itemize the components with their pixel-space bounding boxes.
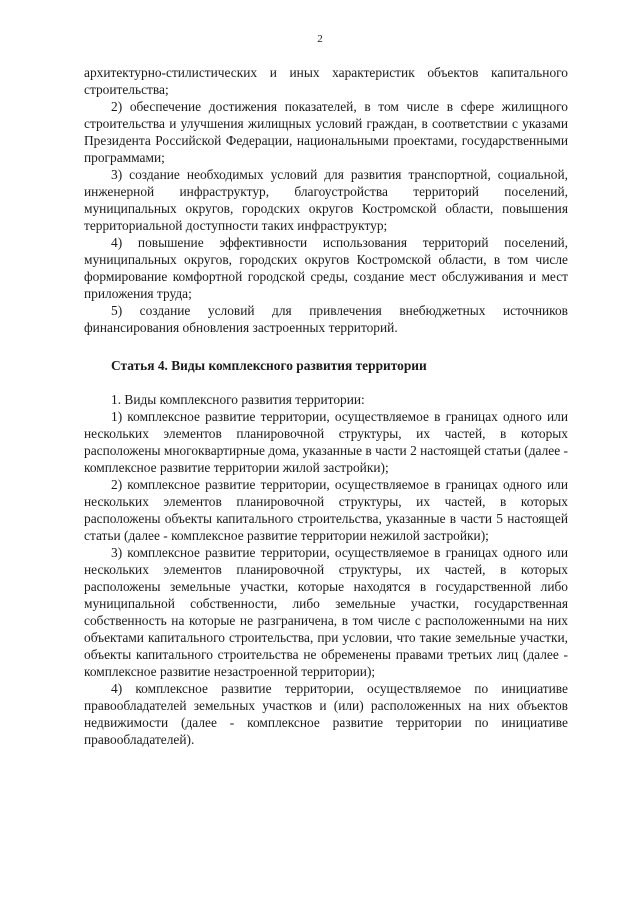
paragraph: 5) создание условий для привлечения внебюджетных источников финансирования обновления застроенных территорий. — [84, 303, 568, 335]
paragraph: 2) обеспечение достижения показателей, в том числе в сфере жилищного строительства и улучшения жилищных условий граждан, в соответствии с указами Президента Российской Федерации, национальными проектами, государственными программами; — [84, 99, 568, 165]
paragraph: 1. Виды комплексного развития территории: — [111, 392, 365, 407]
article-title: Статья 4. Виды комплексного развития территории — [111, 358, 427, 373]
paragraph: 3) создание необходимых условий для развития транспортной, социальной, инженерной инфраструктур, благоустройства территорий поселений, муниципальных округов, городских округов Костромской области, повышения территориальной доступности таких инфраструктур; — [84, 167, 568, 233]
paragraph: 4) комплексное развитие территории, осуществляемое по инициативе правообладателей земельных участков и (или) расположенных на них объектов недвижимости (далее - комплексное развитие территории по инициативе правообладателей). — [84, 681, 568, 747]
document-body — [84, 64, 568, 748]
paragraph: 3) комплексное развитие территории, осуществляемое в границах одного или нескольких элементов планировочной структуры, их частей, в которых расположены земельные участки, которые находятся в государственной либо муниципальной собственности, либо земельные участки, государственная собственность на которые не разграничена, в том числе с расположенными на них объектами капитального строительства, при условии, что такие земельные участки, объекты капитального строительства не обременены правами третьих лиц (далее - комплексное развитие незастроенной территории); — [84, 545, 568, 679]
page-number: 2 — [317, 33, 323, 45]
paragraph: 1) комплексное развитие территории, осуществляемое в границах одного или нескольких элементов планировочной структуры, их частей, в которых расположены многоквартирные дома, указанные в части 2 настоящей статьи (далее - комплексное развитие территории жилой застройки); — [84, 409, 568, 475]
paragraph: 2) комплексное развитие территории, осуществляемое в границах одного или нескольких элементов планировочной структуры, их частей, в которых расположены объекты капитального строительства, указанные в части 5 настоящей статьи (далее - комплексное развитие территории нежилой застройки); — [84, 477, 568, 543]
paragraph: 4) повышение эффективности использования территорий поселений, муниципальных округов, городских округов Костромской области, в том числе формирование комфортной городской среды, создание мест обслуживания и мест приложения труда; — [84, 235, 568, 301]
paragraph: архитектурно-стилистических и иных характеристик объектов капитального строительства; — [84, 65, 568, 97]
